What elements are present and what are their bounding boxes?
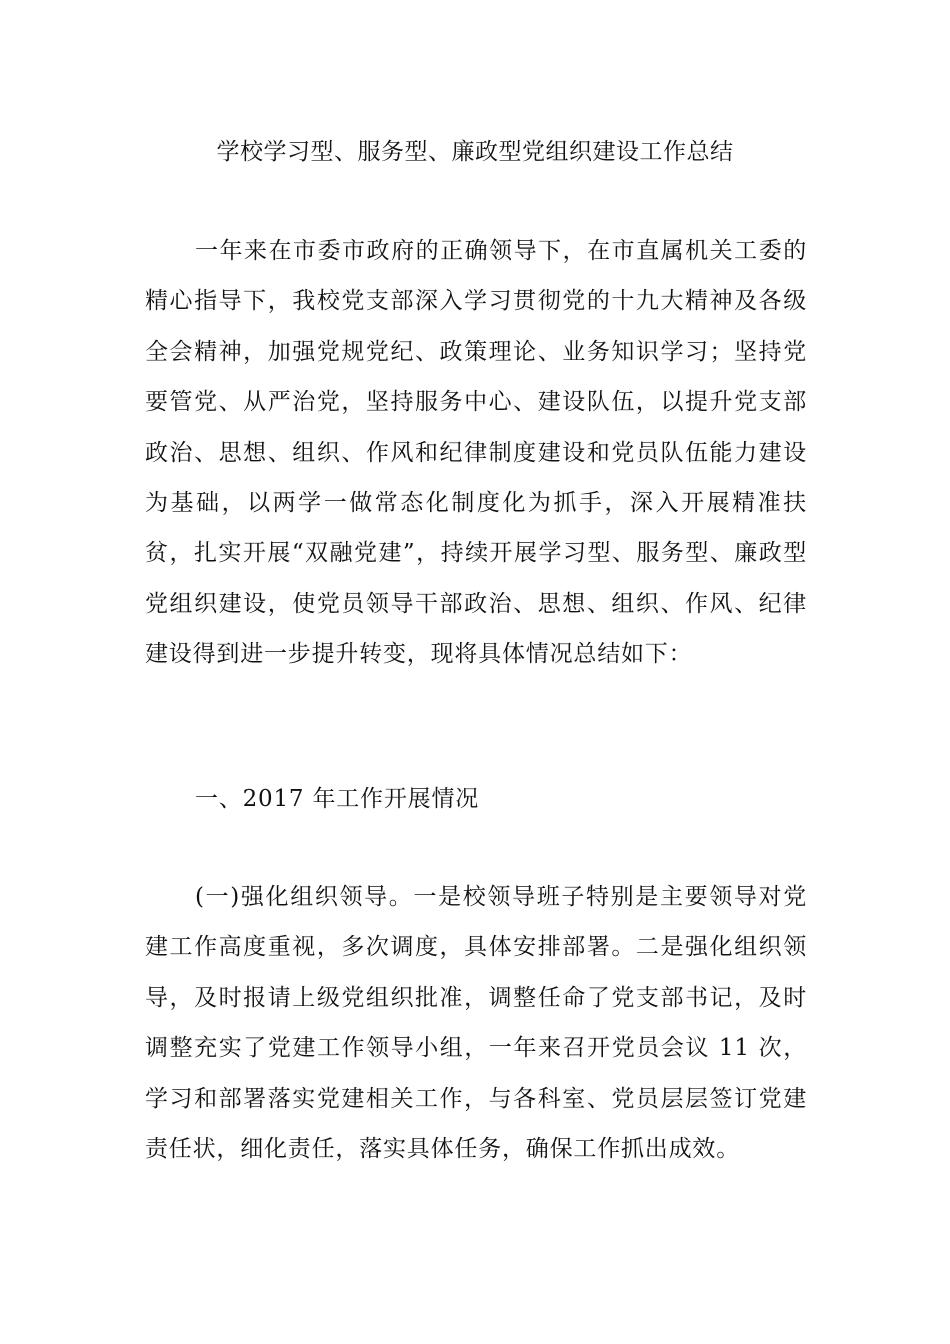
item-paragraph-1: (一)强化组织领导。一是校领导班子特别是主要领导对党建工作高度重视，多次调度，具体安排部署。二是强化组织领导，及时报请上级党组织批准，调整任命了党支部书记，及时调整充实了党建工作领导小组，一年来召开党员会议 11 次，学习和部署落实党建相关工作，与各科室、党员层层签订党建责任状，细化责任，落实具体任务，确保工作抓出成效。: [145, 884, 807, 1163]
section-heading: 一、2017 年工作开展情况: [195, 786, 480, 812]
intro-paragraph: 一年来在市委市政府的正确领导下，在市直属机关工委的精心指导下，我校党支部深入学习贯彻党的十九大精神及各级全会精神，加强党规党纪、政策理论、业务知识学习；坚持党要管党、从严治党，坚持服务中心、建设队伍，以提升党支部政治、思想、组织、作风和纪律制度建设和党员队伍能力建设为基础，以两学一做常态化制度化为抓手，深入开展精准扶贫，扎实开展“双融党建”，持续开展学习型、服务型、廉政型党组织建设，使党员领导干部政治、思想、组织、作风、纪律建设得到进一步提升转变，现将具体情况总结如下：: [145, 238, 807, 668]
document-title: 学校学习型、服务型、廉政型党组织建设工作总结: [216, 139, 734, 165]
